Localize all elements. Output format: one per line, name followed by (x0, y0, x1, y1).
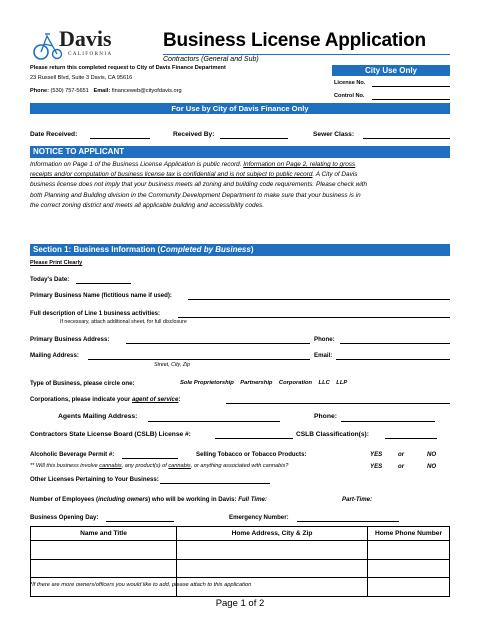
license-no-label: License No. (334, 80, 366, 86)
type-sole-proprietorship[interactable]: Sole Proprietorship (180, 380, 234, 386)
header-name-title: Name and Title (31, 527, 177, 541)
primary-address-label: Primary Business Address: (30, 336, 110, 343)
business-type-label: Type of Business, please circle one: (30, 380, 135, 387)
tobacco-yes[interactable]: YES (370, 451, 383, 458)
description-label: Full description of Line 1 business activities: (30, 310, 161, 317)
alcohol-permit-field[interactable] (122, 458, 178, 459)
tobacco-label: Selling Tobacco or Tobacco Products: (196, 451, 307, 458)
title-underline (163, 54, 450, 55)
table-row (31, 559, 450, 578)
sewer-class-label: Sewer Class: (313, 131, 355, 138)
section1-header: Section 1: Business Information (Completed by Business) (30, 244, 450, 256)
print-clearly-note: Please Print Clearly (30, 260, 83, 266)
department-address: 23 Russell Blvd, Suite 3 Davis, CA 95616 (30, 75, 133, 81)
other-licenses-field[interactable] (160, 483, 270, 484)
notice-line-2b: . A City of Davis (312, 171, 358, 179)
notice-line-3: business license does not imply that your business meets all zoning and building code requirements. Please check with (30, 181, 368, 189)
table-cell[interactable] (31, 541, 177, 560)
city-use-header: City Use Only (332, 65, 450, 76)
primary-phone-label: Phone: (314, 336, 335, 343)
date-received-label: Date Received: (30, 131, 78, 138)
agents-mailing-field[interactable] (148, 421, 280, 422)
emergency-number-label: Emergency Number: (229, 514, 289, 521)
email-label: Email: (314, 352, 333, 359)
primary-name-field[interactable] (188, 299, 450, 300)
notice-line-4: both Planning and Building division in the Community Development Department to make sure that your business is in (30, 191, 361, 199)
opening-day-field[interactable] (106, 521, 174, 522)
sewer-class-field[interactable] (363, 138, 450, 139)
logo-name: Davis (59, 26, 112, 51)
primary-phone-field[interactable] (340, 343, 450, 344)
table-cell[interactable] (368, 541, 450, 560)
cannabis-question: ** Will this business involve cannabis, any product(s) of cannabis, or anything associated with cannabis? (30, 463, 289, 469)
notice-header: NOTICE TO APPLICANT (30, 146, 450, 158)
alcohol-permit-label: Alcoholic Beverage Permit #: (30, 451, 115, 458)
table-row (31, 541, 450, 560)
tobacco-no[interactable]: NO (427, 451, 437, 458)
cslb-license-label: Contractors State License Board (CSLB) License #: (30, 431, 191, 438)
agents-mailing-label: Agents Mailing Address: (58, 413, 138, 420)
agent-of-service-field[interactable] (226, 403, 450, 404)
cannabis-or: or (398, 463, 405, 470)
mailing-address-label: Mailing Address: (30, 352, 79, 359)
header-home-phone: Home Phone Number (368, 527, 450, 541)
received-by-label: Received By: (173, 131, 215, 138)
logo-sub: CALIFORNIA (68, 51, 113, 57)
control-no-label: Control No. (334, 93, 365, 99)
license-no-field[interactable] (372, 86, 450, 87)
other-licenses-label: Other Licenses Pertaining to Your Business: (30, 476, 159, 483)
header-home-address: Home Address, City & Zip (177, 527, 368, 541)
cslb-classification-field[interactable] (385, 438, 437, 439)
type-partnership[interactable]: Partnership (240, 380, 273, 386)
return-note: Please return this completed request to City of Davis Finance Department (30, 65, 226, 71)
table-cell[interactable] (177, 559, 368, 578)
date-received-field[interactable] (90, 138, 150, 139)
email-label: Email: (93, 88, 111, 94)
cslb-license-field[interactable] (215, 438, 293, 439)
description-field[interactable] (178, 317, 450, 318)
employees-part-label: Part-Time: (342, 496, 373, 503)
description-note: If necessary, attach additional sheet, for full disclosure (60, 319, 187, 325)
agents-phone-field[interactable] (341, 421, 435, 422)
tobacco-or: or (398, 451, 405, 458)
cannabis-yes[interactable]: YES (370, 463, 383, 470)
type-corporation[interactable]: Corporation (278, 380, 313, 386)
emergency-number-field[interactable] (297, 521, 399, 522)
todays-date-label: Today's Date: (30, 276, 70, 283)
notice-line-5: the correct zoning district and meets all applicable building and accessibility codes. (30, 201, 265, 209)
contact-line (30, 88, 182, 94)
primary-address-field[interactable] (126, 343, 310, 344)
cannabis-no[interactable]: NO (427, 463, 437, 470)
street-city-zip-hint: Street, City, Zip (154, 362, 191, 368)
table-cell[interactable] (31, 559, 177, 578)
agent-of-service-label: Corporations, please indicate your agent of service: (30, 396, 181, 403)
finance-use-bar: For Use by City of Davis Finance Only (30, 103, 450, 114)
notice-text (30, 160, 367, 211)
page-subtitle: Contractors (General and Sub) (163, 56, 259, 63)
employees-label: Number of Employees (including owners) who will be working in Davis: Full Time: (30, 496, 267, 503)
notice-line-1b: Information on Page 2, relating to gross (243, 161, 356, 168)
page-number: Page 1 of 2 (215, 598, 265, 609)
received-by-field[interactable] (220, 138, 288, 139)
control-no-field[interactable] (372, 99, 450, 100)
phone-value: (530) 757-5651 (50, 88, 89, 94)
table-header-row (31, 527, 450, 541)
agents-phone-label: Phone: (314, 413, 338, 420)
notice-line-1a: Information on Page 1 of the Business License Application is public record. (30, 161, 244, 168)
table-cell[interactable] (177, 541, 368, 560)
mailing-address-field[interactable] (88, 359, 310, 360)
page-title: Business License Application (163, 30, 426, 51)
todays-date-field[interactable] (76, 283, 131, 284)
table-cell[interactable] (368, 559, 450, 578)
primary-name-label: Primary Business Name (fictitious name if used): (30, 292, 172, 299)
opening-day-label: Business Opening Day: (30, 514, 99, 521)
email-field[interactable] (336, 359, 450, 360)
table-cell[interactable] (368, 578, 450, 597)
type-llc[interactable]: LLC (318, 380, 330, 386)
email-value[interactable]: financeweb@cityofdavis.org (111, 88, 182, 94)
owners-footnote: *If there are more owners/officers you would like to add, please attach to this application (30, 582, 252, 588)
phone-label: Phone: (30, 88, 49, 94)
type-llp[interactable]: LLP (336, 380, 348, 386)
cslb-classification-label: CSLB Classification(s): (296, 431, 369, 438)
business-type-options (180, 380, 347, 386)
notice-line-2a: receipts and/or computation of business license tax is confidential and is not subject to public record (30, 171, 313, 179)
